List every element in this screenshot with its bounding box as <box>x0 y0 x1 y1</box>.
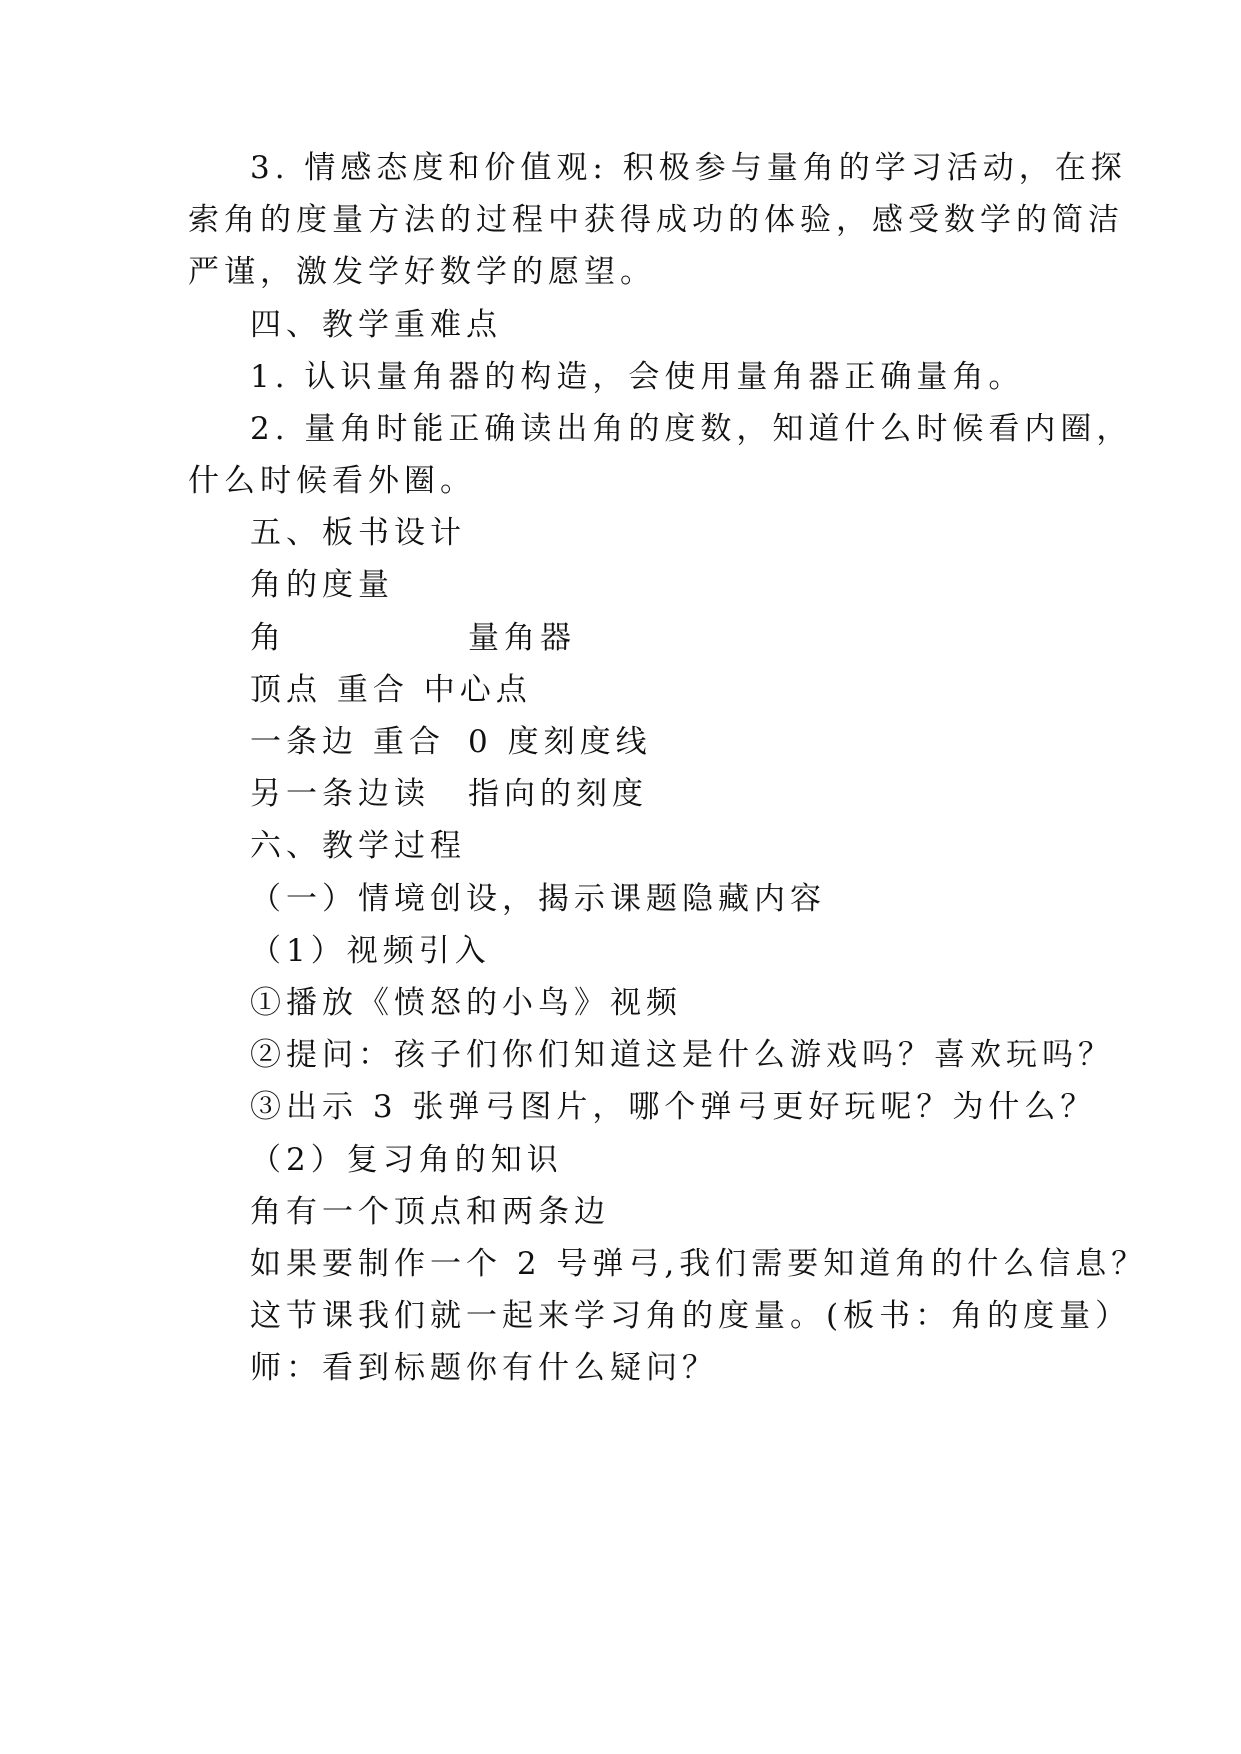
board-row-left: 一条边 重合 <box>250 724 445 760</box>
paragraph-line: 严谨，激发学好数学的愿望。 <box>188 254 656 290</box>
board-row-right: 指向的刻度 <box>468 776 648 812</box>
paragraph-line: 1. 认识量角器的构造，会使用量角器正确量角。 <box>250 359 1025 395</box>
paragraph-line: （2）复习角的知识 <box>250 1142 563 1178</box>
board-title: 角的度量 <box>250 567 394 603</box>
section-heading: 六、教学过程 <box>250 828 466 864</box>
paragraph-line: 角有一个顶点和两条边 <box>250 1194 610 1230</box>
paragraph-line: ②提问：孩子们你们知道这是什么游戏吗？喜欢玩吗？ <box>250 1037 1114 1073</box>
paragraph-line: 索角的度量方法的过程中获得成功的体验，感受数学的简洁 <box>188 202 1124 238</box>
paragraph-line: （1）视频引入 <box>250 933 491 969</box>
board-header-right: 量角器 <box>468 620 576 656</box>
paragraph-line: 2. 量角时能正确读出角的度数，知道什么时候看内圈， <box>250 411 1133 447</box>
section-heading: 五、板书设计 <box>250 515 466 551</box>
paragraph-line: 如果要制作一个 2 号弹弓,我们需要知道角的什么信息？ <box>250 1246 1148 1282</box>
section-heading: 四、教学重难点 <box>250 307 502 343</box>
paragraph-line: 师：看到标题你有什么疑问？ <box>250 1350 718 1386</box>
paragraph-line: ③出示 3 张弹弓图片，哪个弹弓更好玩呢？为什么？ <box>250 1089 1097 1125</box>
board-header-left: 角 <box>250 620 286 656</box>
board-row-left: 另一条边读 <box>250 776 430 812</box>
board-row-right: 0 度刻度线 <box>468 724 652 760</box>
paragraph-line: 这节课我们就一起来学习角的度量。(板书：角的度量） <box>250 1298 1132 1334</box>
board-row: 顶点 重合 中心点 <box>250 672 532 708</box>
paragraph-line: 3. 情感态度和价值观: 积极参与量角的学习活动，在探 <box>250 150 1127 186</box>
paragraph-line: ①播放《愤怒的小鸟》视频 <box>250 985 682 1021</box>
paragraph-line: （一）情境创设，揭示课题隐藏内容 <box>250 881 826 917</box>
paragraph-line: 什么时候看外圈。 <box>188 463 476 499</box>
